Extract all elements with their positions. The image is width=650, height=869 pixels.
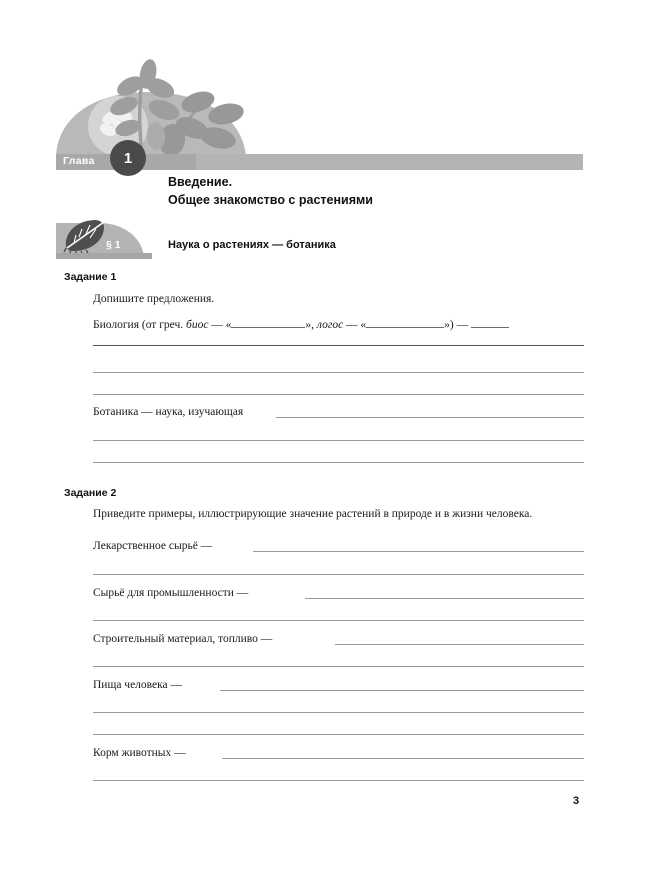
page-number: 3 [573, 795, 580, 807]
task-1-sentence-1 [93, 317, 509, 334]
chapter-title-line2: Общее знакомство с растениями [168, 193, 373, 208]
answer-line-inline[interactable] [253, 551, 584, 552]
answer-line-inline[interactable] [276, 417, 584, 418]
answer-line[interactable] [93, 372, 584, 373]
answer-line-inline[interactable] [220, 690, 584, 691]
sentence-1-part-1: Биология (от греч. [93, 319, 187, 331]
greek-term-bios: биос [186, 319, 209, 331]
section-number: § 1 [106, 239, 121, 251]
answer-line[interactable] [93, 666, 584, 667]
task-1-instruction: Допишите предложения. [93, 293, 215, 305]
task-2-item-label: Корм животных — [93, 747, 186, 759]
section-header [0, 215, 650, 257]
task-2-label: Задание 2 [64, 487, 117, 499]
answer-line-inline[interactable] [222, 758, 584, 759]
chapter-title [168, 173, 373, 209]
answer-line[interactable] [93, 574, 584, 575]
answer-line-inline[interactable] [305, 598, 584, 599]
section-title: Наука о растениях — ботаника [168, 239, 336, 251]
answer-blank-definition-start[interactable] [471, 327, 509, 328]
answer-blank-bios[interactable] [231, 327, 305, 328]
task-1-label: Задание 1 [64, 271, 117, 283]
answer-line[interactable] [93, 462, 584, 463]
sentence-1-part-4: — « [343, 319, 367, 331]
sentence-1-part-3: », [305, 319, 317, 331]
answer-line[interactable] [93, 394, 584, 395]
leaf-icon [60, 217, 110, 253]
answer-line-inline[interactable] [335, 644, 584, 645]
answer-line[interactable] [93, 620, 584, 621]
greek-term-logos: логос [316, 319, 344, 331]
task-2-item-label: Строительный материал, топливо — [93, 633, 273, 645]
chapter-word-label: Глава [63, 155, 95, 167]
task-2-item-label: Сырьё для промышленности — [93, 587, 249, 599]
answer-line[interactable] [93, 440, 584, 441]
task-2-instruction: Приведите примеры, иллюстрирующие значение растений в природе и в жизни человека. [93, 508, 533, 520]
task-1-sentence-2 [93, 404, 243, 421]
task-2-item-label: Лекарственное сырьё — [93, 540, 213, 552]
chapter-title-line1: Введение. [168, 175, 233, 189]
chapter-header [0, 58, 650, 208]
task-1-sentence-2-text: Ботаника — наука, изучающая [93, 406, 244, 418]
answer-line[interactable] [93, 780, 584, 781]
answer-line[interactable] [93, 712, 584, 713]
task-2-item-label: Пища человека — [93, 679, 183, 691]
answer-line[interactable] [93, 734, 584, 735]
section-baseline [56, 253, 152, 259]
sentence-1-part-2: — « [208, 319, 232, 331]
chapter-number-badge [110, 140, 146, 176]
chapter-number: 1 [123, 149, 133, 167]
answer-line[interactable] [93, 345, 584, 346]
answer-blank-logos[interactable] [366, 327, 444, 328]
sentence-1-part-5: ») — [444, 319, 472, 331]
plant-illustration-icon [56, 58, 276, 166]
